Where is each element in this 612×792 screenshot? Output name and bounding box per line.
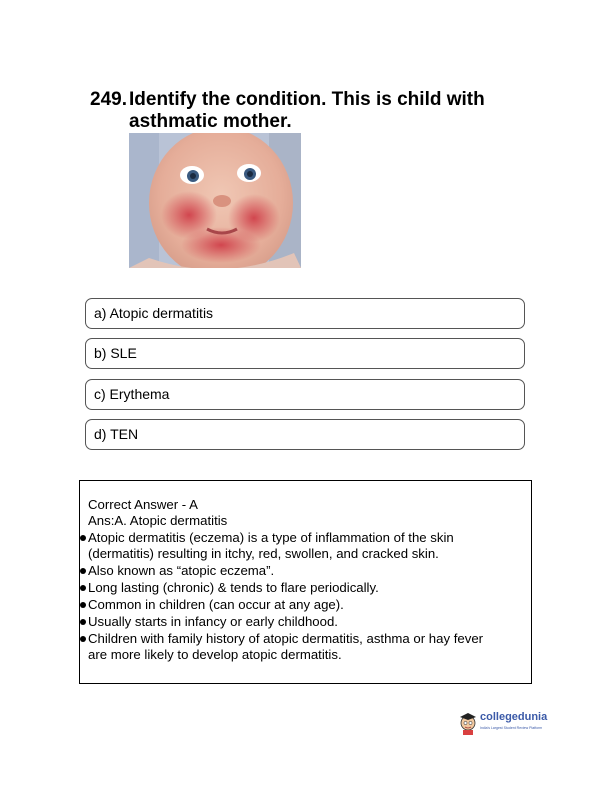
option-d[interactable]: d) TEN xyxy=(85,419,525,450)
bullet-text: Children with family history of atopic dermatitis, asthma or hay fever xyxy=(88,631,484,646)
bullet-text-continued: (dermatitis) resulting in itchy, red, swollen, and cracked skin. xyxy=(88,546,439,561)
correct-answer: Correct Answer - A xyxy=(88,497,198,512)
option-c[interactable]: c) Erythema xyxy=(85,379,525,410)
bullet-text: Long lasting (chronic) & tends to flare periodically. xyxy=(88,580,379,595)
option-b[interactable]: b) SLE xyxy=(85,338,525,369)
bullet-item xyxy=(88,580,379,596)
bullet-text: Usually starts in infancy or early childhood. xyxy=(88,614,338,629)
bullet-text: Atopic dermatitis (eczema) is a type of inflammation of the skin xyxy=(88,530,454,545)
bullet-item xyxy=(88,597,344,613)
answer-title: Ans:A. Atopic dermatitis xyxy=(88,513,228,528)
question-number: 249. xyxy=(90,89,127,110)
answer-explanation-box xyxy=(79,480,532,684)
bullet-icon xyxy=(80,619,86,625)
bullet-icon xyxy=(80,568,86,574)
logo-name: collegedunia xyxy=(480,711,548,723)
question-text: Identify the condition. This is child with asthmatic mother. xyxy=(129,89,485,132)
bullet-text: Common in children (can occur at any age). xyxy=(88,597,344,612)
bullet-icon xyxy=(80,602,86,608)
bullet-item xyxy=(88,631,483,647)
logo-tagline: India's Largest Student Review Platform xyxy=(480,726,543,730)
collegedunia-logo[interactable] xyxy=(458,709,558,739)
bullet-item xyxy=(88,530,454,546)
bullet-item xyxy=(88,563,274,579)
bullet-text-continued: are more likely to develop atopic dermatitis. xyxy=(88,647,342,662)
bullet-text: Also known as “atopic eczema”. xyxy=(88,563,275,578)
bullet-item xyxy=(88,614,338,630)
bullet-icon xyxy=(80,636,86,642)
infant-face-photo xyxy=(129,133,301,268)
option-a[interactable]: a) Atopic dermatitis xyxy=(85,298,525,329)
bullet-icon xyxy=(80,535,86,541)
bullet-icon xyxy=(80,585,86,591)
mascot-icon xyxy=(458,711,478,735)
